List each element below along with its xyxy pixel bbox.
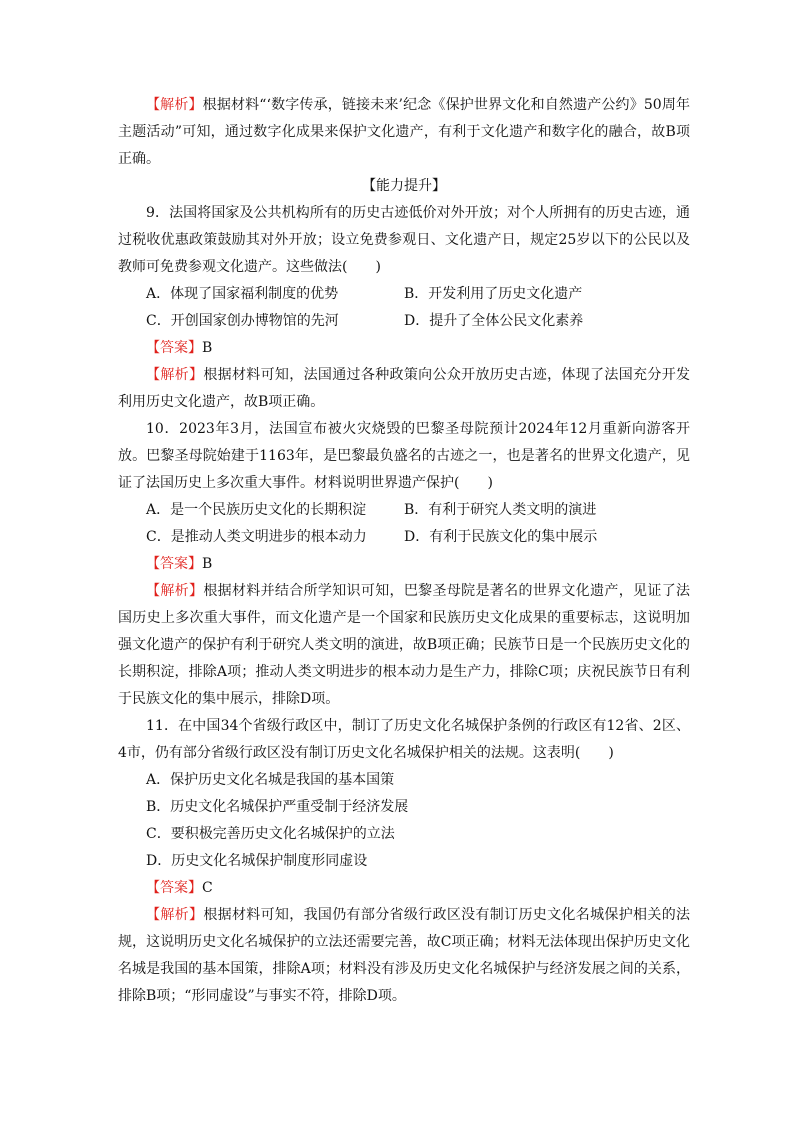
answer-value: B — [202, 340, 213, 356]
question-11-stem: 11．在中国34个省级行政区中，制订了历史文化名城保护条例的行政区有12省、2区、4市，仍有部分省级行政区没有制订历史文化名城保护相关的法规。这表明( ) — [118, 718, 690, 761]
question-10-option-b: B．有利于研究人类文明的演进 — [404, 502, 597, 518]
question-11-option-a: A．保护历史文化名城是我国的基本国策 — [146, 772, 395, 788]
question-11-option-c: C．要积极完善历史文化名城保护的立法 — [146, 826, 395, 842]
question-10-answer — [118, 551, 690, 578]
section-title: 【能力提升】 — [362, 178, 446, 194]
question-11-analysis — [118, 902, 690, 1010]
answer-label: 【答案】 — [146, 880, 202, 896]
answer-label: 【答案】 — [146, 340, 202, 356]
question-10-options-row-2 — [118, 524, 690, 551]
question-10-stem: 10．2023年3月，法国宣布被火灾烧毁的巴黎圣母院预计2024年12月重新向游客开放。巴黎圣母院始建于1163年，是巴黎最负盛名的古迹之一，也是著名的世界文化遗产，见证了法国历史上多次重大事件。材料说明世界遗产保护( ) — [118, 421, 690, 491]
question-9-analysis — [118, 362, 690, 416]
question-11-answer — [118, 875, 690, 902]
question-9-options-row-1 — [118, 281, 690, 308]
analysis-text: 根据材料并结合所学知识可知，巴黎圣母院是著名的世界文化遗产，见证了法国历史上多次重大事件，而文化遗产是一个国家和民族历史文化成果的重要标志，这说明加强文化遗产的保护有利于研究人类文明的演进，故B项正确；民族节日是一个民族历史文化的长期积淀，排除A项；推动人类文明进步的根本动力是生产力，排除C项；庆祝民族节日有利于民族文化的集中展示，排除D项。 — [118, 583, 691, 707]
question-11-option-b: B．历史文化名城保护严重受制于经济发展 — [146, 799, 409, 815]
analysis-text: 根据材料可知，我国仍有部分省级行政区没有制订历史文化名城保护相关的法规，这说明历史文化名城保护的立法还需要完善，故C项正确；材料无法体现出保护历史文化名城是我国的基本国策，排除A项；材料没有涉及历史文化名城保护与经济发展之间的关系，排除B项；“形同虚设”与事实不符，排除D项。 — [118, 907, 691, 1004]
question-9-option-a: A．体现了国家福利制度的优势 — [146, 286, 339, 302]
answer-value: C — [202, 880, 213, 896]
question-10-option-a: A．是一个民族历史文化的长期积淀 — [146, 502, 367, 518]
question-10-options-row-1 — [118, 497, 690, 524]
question-9-options-row-2 — [118, 308, 690, 335]
analysis-label: 【解析】 — [146, 583, 204, 599]
question-9-answer — [118, 335, 690, 362]
question-10-option-c: C．是推动人类文明进步的根本动力 — [146, 529, 367, 545]
analysis-paragraph-8 — [118, 92, 690, 173]
document-content — [118, 92, 690, 1010]
question-9-option-b: B．开发利用了历史文化遗产 — [404, 286, 583, 302]
analysis-label: 【解析】 — [146, 367, 204, 383]
answer-label: 【答案】 — [146, 556, 202, 572]
question-9-option-d: D．提升了全体公民文化素养 — [404, 313, 584, 329]
answer-value: B — [202, 556, 213, 572]
analysis-label: 【解析】 — [146, 97, 203, 113]
question-9-option-c: C．开创国家创办博物馆的先河 — [146, 313, 339, 329]
question-10-analysis — [118, 578, 690, 713]
analysis-text: 根据材料可知，法国通过各种政策向公众开放历史古迹，体现了法国充分开发利用历史文化遗产，故B项正确。 — [118, 367, 691, 410]
question-10-option-d: D．有利于民族文化的集中展示 — [404, 529, 598, 545]
analysis-text: 根据材料“‘数字传承，链接未来’纪念《保护世界文化和自然遗产公约》50周年主题活动”可知，通过数字化成果来保护文化遗产，有利于文化遗产和数字化的融合，故B项正确。 — [118, 97, 691, 167]
question-9-stem: 9．法国将国家及公共机构所有的历史古迹低价对外开放；对个人所拥有的历史古迹，通过税收优惠政策鼓励其对外开放；设立免费参观日、文化遗产日，规定25岁以下的公民以及教师可免费参观文化遗产。这些做法( ) — [118, 205, 690, 275]
question-11-option-d: D．历史文化名城保护制度形同虚设 — [146, 853, 368, 869]
analysis-label: 【解析】 — [146, 907, 204, 923]
